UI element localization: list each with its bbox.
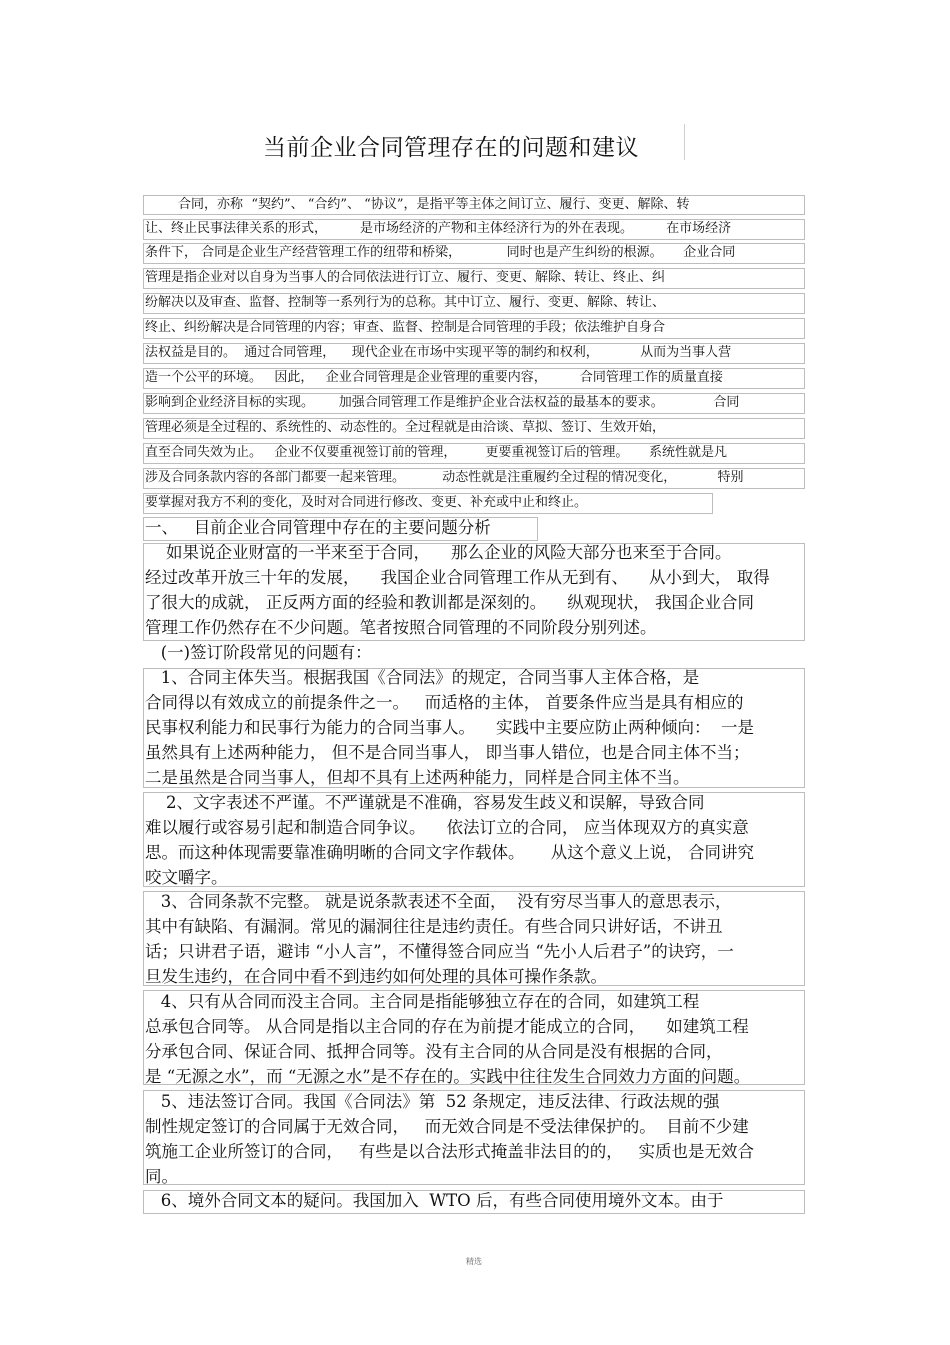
body-line: 二是虽然是合同当事人，但却不具有上述两种能力，同样是合同主体不当。	[145, 768, 690, 787]
intro-line: 涉及合同条款内容的各部门都要一起来管理。 动态性就是注重履约全过程的情况变化， 特别	[145, 470, 744, 485]
body-line: 如果说企业财富的一半来至于合同， 那么企业的风险大部分也来至于合同。	[145, 543, 732, 562]
body-line: 难以履行或容易引起和制造合同争议。 依法订立的合同， 应当体现双方的真实意	[145, 818, 749, 837]
body-line: 2、文字表述不严谨。不严谨就是不准确，容易发生歧义和误解，导致合同	[145, 793, 705, 812]
intro-line: 法权益是目的。 通过合同管理， 现代企业在市场中实现平等的制约和权利， 从而为当事人营	[145, 345, 732, 360]
body-line: 合同得以有效成立的前提条件之一。 而适格的主体， 首要条件应当是具有相应的	[145, 693, 744, 712]
body-line: 思。而这种体现需要靠准确明晰的合同文字作载体。 从这个意义上说， 合同讲究	[145, 843, 754, 862]
intro-line: 直至合同失效为止。 企业不仅要重视签订前的管理， 更要重视签订后的管理。 系统性就是凡	[145, 445, 727, 460]
document-title: 当前企业合同管理存在的问题和建议	[263, 135, 639, 161]
body-line: 了很大的成就， 正反两方面的经验和教训都是深刻的。 纵观现状， 我国企业合同	[145, 593, 754, 612]
body-line: 1、合同主体失当。根据我国《合同法》的规定，合同当事人主体合格，是	[145, 668, 700, 687]
body-line: 民事权利能力和民事行为能力的合同当事人。 实践中主要应防止两种倾向： 一是	[145, 718, 754, 737]
body-line: 总承包合同等。 从合同是指以主合同的存在为前提才能成立的合同， 如建筑工程	[145, 1017, 749, 1036]
body-line: 虽然具有上述两种能力， 但不是合同当事人， 即当事人错位，也是合同主体不当；	[145, 743, 750, 762]
body-line: 旦发生违约，在合同中看不到违约如何处理的具体可操作条款。	[145, 967, 607, 986]
body-line: 制性规定签订的合同属于无效合同， 而无效合同是不受法律保护的。 目前不少建	[145, 1117, 749, 1136]
body-line: 咬文嚼字。	[145, 868, 228, 887]
section-heading: 一、 目前企业合同管理中存在的主要问题分析	[145, 518, 491, 537]
body-line: 管理工作仍然存在不少问题。笔者按照合同管理的不同阶段分别列述。	[145, 618, 657, 637]
intro-line: 合同，亦称 “契约”、 “合约”、 “协议”，是指平等主体之间订立、履行、变更、解除、转	[145, 197, 690, 212]
page-footer: 精选	[466, 1257, 482, 1266]
body-line: 3、合同条款不完整。 就是说条款表述不全面， 没有穷尽当事人的意思表示，	[145, 892, 732, 911]
body-line: 4、只有从合同而没主合同。主合同是指能够独立存在的合同，如建筑工程	[145, 992, 700, 1011]
title-divider	[684, 124, 685, 160]
intro-line: 要掌握对我方不利的变化，及时对合同进行修改、变更、补充或中止和终止。	[145, 495, 588, 510]
intro-line: 影响到企业经济目标的实现。 加强合同管理工作是维护企业合法权益的最基本的要求。 合同	[145, 395, 740, 410]
body-line: 是 “无源之水”，而 “无源之水”是不存在的。实践中往往发生合同效力方面的问题。	[145, 1067, 751, 1086]
body-line: 筑施工企业所签订的合同， 有些是以合法形式掩盖非法目的的， 实质也是无效合	[145, 1142, 754, 1161]
body-line: 经过改革开放三十年的发展， 我国企业合同管理工作从无到有、 从小到大， 取得	[145, 568, 770, 587]
intro-line: 让、终止民事法律关系的形式， 是市场经济的产物和主体经济行为的外在表现。 在市场经济	[145, 221, 732, 236]
intro-line: 纷解决以及审查、监督、控制等一系列行为的总称。其中订立、履行、变更、解除、转让、	[145, 295, 666, 310]
body-line: 同。	[145, 1167, 178, 1186]
body-line: 话；只讲君子语，避讳 “小人言”，不懂得签合同应当 “先小人后君子”的诀窍，一	[145, 942, 734, 961]
body-line: 分承包合同、保证合同、抵押合同等。没有主合同的从合同是没有根据的合同，	[145, 1042, 723, 1061]
body-line: 5、违法签订合同。我国《合同法》第 52 条规定，违反法律、行政法规的强	[145, 1092, 720, 1111]
intro-line: 造一个公平的环境。 因此， 企业合同管理是企业管理的重要内容， 合同管理工作的质量直接	[145, 370, 723, 385]
intro-line: 条件下， 合同是企业生产经营管理工作的纽带和桥梁， 同时也是产生纠纷的根源。 企业合同	[145, 245, 736, 260]
intro-line: 管理是指企业对以自身为当事人的合同依法进行订立、履行、变更、解除、转让、终止、纠	[145, 270, 666, 285]
subsection-heading: (一)签订阶段常见的问题有：	[145, 643, 372, 662]
body-line: 其中有缺陷、有漏洞。常见的漏洞往往是违约责任。有些合同只讲好话，不讲丑	[145, 917, 723, 936]
intro-line: 管理必须是全过程的、系统性的、动态性的。全过程就是由洽谈、草拟、签订、生效开始，	[145, 420, 666, 435]
body-line: 6、境外合同文本的疑问。我国加入 WTO 后，有些合同使用境外文本。由于	[145, 1191, 724, 1210]
intro-line: 终止、纠纷解决是合同管理的内容；审查、监督、控制是合同管理的手段；依法维护自身合	[145, 320, 666, 335]
